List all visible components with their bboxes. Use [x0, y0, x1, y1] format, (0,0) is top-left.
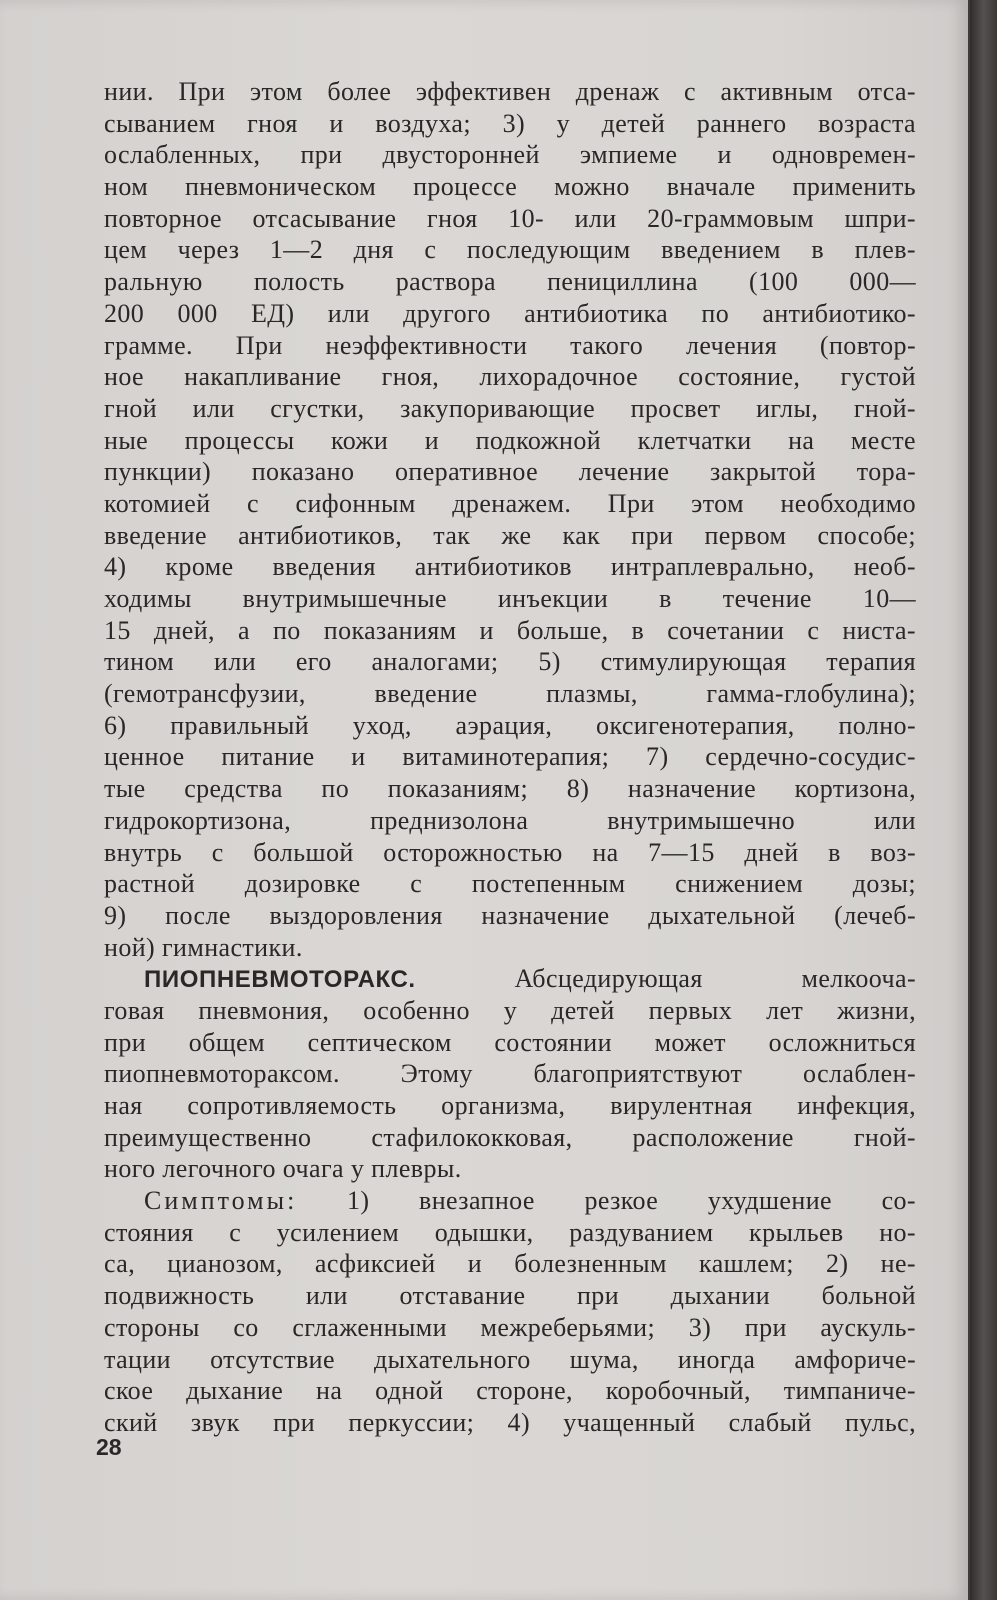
pyopneumothorax-section — [104, 963, 916, 1185]
section-heading: ПИОПНЕВМОТОРАКС. — [144, 966, 416, 994]
page-text — [104, 76, 916, 1439]
section-first-line — [104, 963, 916, 995]
text-line: при общем септическом состоянии может осложниться — [104, 1027, 916, 1057]
text-line: ский звук при перкуссии; 4) учащенный слабый пульс, — [104, 1407, 916, 1437]
text-line: ные процессы кожи и подкожной клетчатки на месте — [104, 425, 916, 455]
text-line: 4) кроме введения антибиотиков интраплеврально, необ- — [104, 552, 916, 582]
text-line: котомией с сифонным дренажем. При этом необходимо — [104, 488, 916, 518]
text-line: растной дозировке с постепенным снижением дозы; — [104, 869, 916, 899]
treatment-paragraph — [104, 76, 916, 963]
text-line: тином или его аналогами; 5) стимулирующая терапия — [104, 647, 916, 677]
text-line: введение антибиотиков, так же как при первом способе; — [104, 520, 916, 550]
symptoms-paragraph — [104, 1185, 916, 1439]
text-line: преимущественно стафилококковая, расположение гной- — [104, 1122, 916, 1152]
text-line: тые средства по показаниям; 8) назначение кортизона, — [104, 774, 916, 804]
text-line: тации отсутствие дыхательного шума, иногда амфориче- — [104, 1344, 916, 1374]
text-line: 6) правильный уход, аэрация, оксигенотерапия, полно- — [104, 710, 916, 740]
text-line: внутрь с большой осторожностью на 7—15 дней в воз- — [104, 837, 916, 867]
text-line: ское дыхание на одной стороне, коробочный, тимпаниче- — [104, 1376, 916, 1406]
symptoms-first-line-text: 1) внезапное резкое ухудшение со- — [346, 1186, 916, 1216]
symptoms-label: Симптомы: — [144, 1186, 298, 1216]
page-number: 28 — [96, 1434, 122, 1460]
text-line: пиопневмотораксом. Этому благоприятствуют ослаблен- — [104, 1059, 916, 1089]
text-line: ходимы внутримышечные инъекции в течение 10— — [104, 584, 916, 613]
text-line: са, цианозом, асфиксией и болезненным кашлем; 2) не- — [104, 1249, 916, 1279]
text-line: (гемотрансфузии, введение плазмы, гамма-глобулина); — [104, 679, 916, 709]
section-first-line-text: Абсцедирующая мелкоочa- — [514, 964, 916, 994]
text-line: ной) гимнастики. — [104, 932, 303, 962]
text-line: грамме. При неэффективности такого лечения (повтор- — [104, 330, 916, 360]
text-line: ная сопротивляемость организма, вирулентная инфекция, — [104, 1091, 916, 1120]
text-line: гидрокортизона, преднизолона внутримышечно или — [104, 805, 916, 835]
text-line: 15 дней, а по показаниям и больше, в сочетании с ниста- — [104, 615, 916, 645]
text-line: говая пневмония, особенно у детей первых лет жизни, — [104, 995, 916, 1025]
text-line: стояния с усилением одышки, раздуванием крыльев но- — [104, 1217, 916, 1247]
text-line: стороны со сглаженными межреберьями; 3) при аускуль- — [104, 1312, 916, 1342]
symptoms-first-line — [104, 1185, 916, 1217]
text-line: гной или сгустки, закупоривающие просвет иглы, гной- — [104, 393, 916, 423]
text-line: ного легочного очага у плевры. — [104, 1154, 462, 1184]
text-line: ральную полость раствора пенициллина (100 000— — [104, 267, 916, 297]
text-line: 200 000 ЕД) или другого антибиотика по антибиотико- — [104, 298, 916, 328]
text-line: ное накапливание гноя, лихорадочное состояние, густой — [104, 362, 916, 392]
text-line: повторное отсасывание гноя 10- или 20-граммовым шпри- — [104, 203, 916, 233]
text-line: ном пневмоническом процессе можно вначале применить — [104, 172, 916, 202]
text-line: ценное питание и витаминотерапия; 7) сердечно-сосудис- — [104, 742, 916, 772]
text-line: пункции) показано оперативное лечение закрытой тора- — [104, 457, 916, 487]
book-binding-edge — [970, 0, 997, 1600]
text-line: цем через 1—2 дня с последующим введением в плев- — [104, 235, 916, 265]
text-line: нии. При этом более эффективен дренаж с активным отса- — [104, 77, 916, 106]
text-line: 9) после выздоровления назначение дыхательной (лечеб- — [104, 900, 916, 930]
text-line: ослабленных, при двусторонней эмпиеме и одновремен- — [104, 140, 916, 170]
text-line: подвижность или отставание при дыхании больной — [104, 1281, 916, 1311]
text-line: сыванием гноя и воздуха; 3) у детей раннего возраста — [104, 108, 916, 138]
